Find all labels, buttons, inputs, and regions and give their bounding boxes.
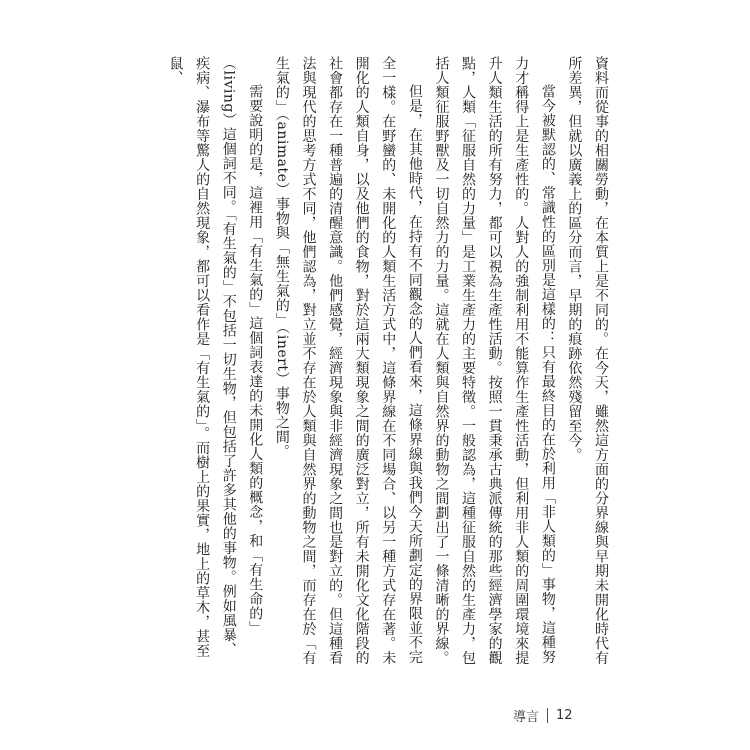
page-number: 12 (556, 708, 573, 723)
body-text (134, 56, 614, 666)
paragraph-3: 但是，在其他時代，在持有不同觀念的人們看來，這條界線與我們今天所劃定的界限並不完全一樣。在野蠻的、未開化的人類生活方式中，這條界線在不同場合、以另一種方式存在著。未開化的人類自身，以及他們的食物，對於這兩大類現象之間的廣泛對立，所有未開化文化階段的社會都存在一種普遍的清醒意識。他們感覺，經濟現象與非經濟現象之間也是對立的。但這種看法與現代的思考方式不同，他們認為，對立並不存在於人類與自然界的動物之間，而存在於「有生氣的」（animate）事物與「無生氣的」（inert）事物之間。 (273, 56, 423, 665)
paragraph-4: 需要說明的是，這裡用「有生氣的」這個詞表達的未開化人類的概念，和「有生命的」（living）這個詞不同。「有生氣的」不包括一切生物，但包括了許多其他的事物。例如風暴、疾病、瀑布等驚人的自然現象，都可以看作是「有生氣的」。而樹上的果實，地上的草木，甚至鼠、 (167, 56, 264, 658)
page-footer (513, 706, 573, 725)
chapter-label: 導言 (513, 710, 540, 725)
paragraph-2: 當今被默認的、常識性的區別是這樣的：只有最終目的在於利用「非人類的」事物，這種努力才稱得上是生產性的。人對人的強制利用不能算作生產性活動，但利用非人類的周圍環境來提升人類生活的所有努力，都可以視為生產性活動。按照一貫秉承古典派傳統的那些經濟學家的觀點，人類「征服自然的力量」是工業生產力的主要特徵。一般認為，這種征服自然的生產力，包括人類征服野獸及一切自然力的力量。這就在人類與自然界的動物之間劃出了一條清晰的界線。 (433, 56, 556, 665)
footer-divider (547, 708, 548, 723)
paragraph-1: 資料而從事的相關勞動，在本質上是不同的。在今天，雖然這方面的分界線與早期未開化時代有所差異，但就以廣義上的區分而言，早期的痕跡依然殘留至今。 (566, 56, 609, 665)
